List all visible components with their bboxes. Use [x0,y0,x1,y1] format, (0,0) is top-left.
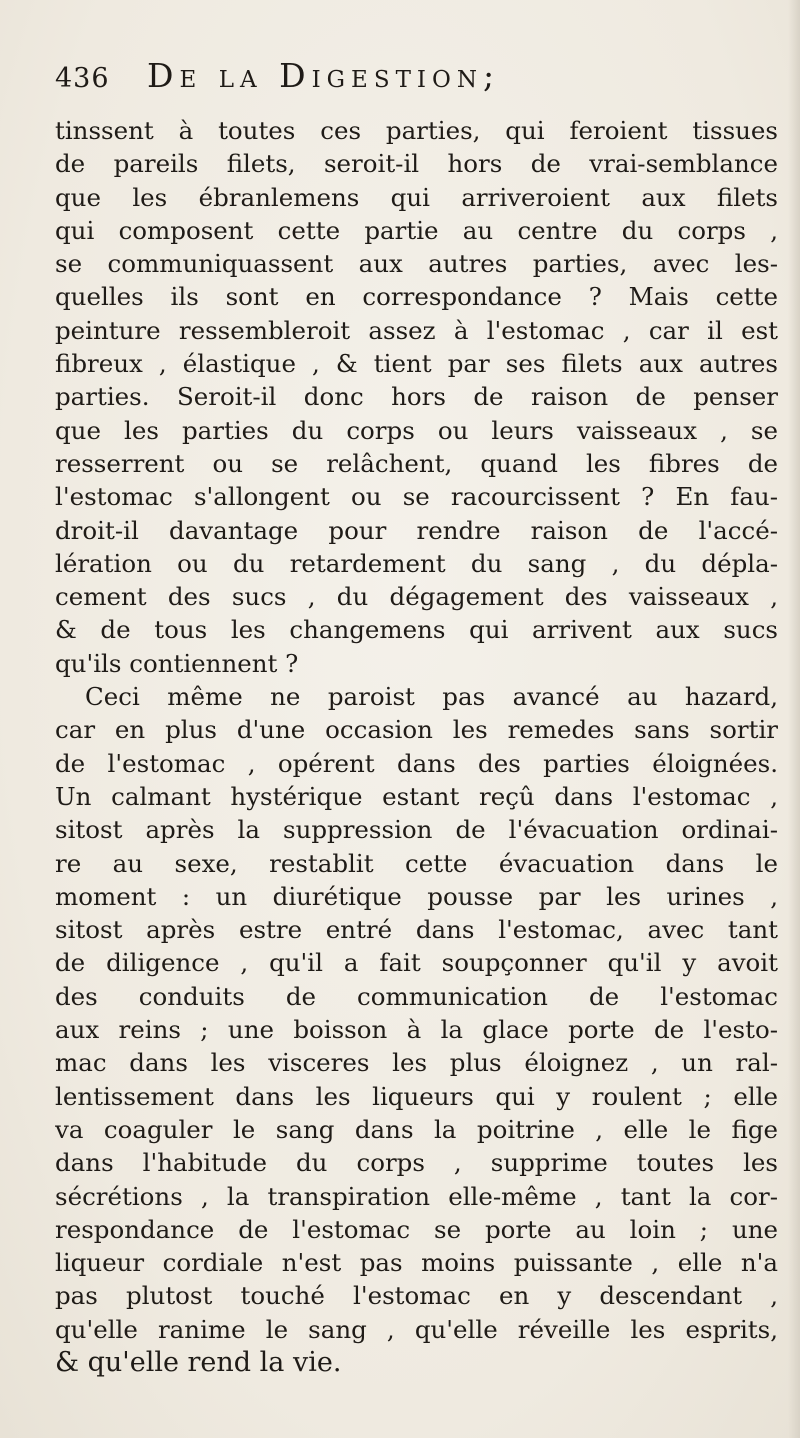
text-line: de l'estomac , opérent dans des parties éloignées. [55,748,778,778]
text-line: se communiquassent aux autres parties, avec les- [55,249,778,279]
text-line: car en plus d'une occasion les remedes sans sortir [55,715,778,745]
text-line: aux reins ; une boisson à la glace porte de l'esto- [55,1015,778,1045]
text-line: moment : un diurétique pousse par les urines , [55,881,778,911]
text-line: sitost après estre entré dans l'estomac, avec tant [55,915,778,945]
text-line: qu'elle ranime le sang , qu'elle réveille les esprits, [55,1314,778,1344]
text-line: lération ou du retardement du sang , du dépla- [55,548,778,578]
text-line: que les parties du corps ou leurs vaisseaux , se [55,415,778,445]
text-line: pas plutost touché l'estomac en y descendant , [55,1281,778,1311]
text-line: parties. Seroit-il donc hors de raison de penser [55,382,778,412]
text-line: Un calmant hystérique estant reçû dans l'estomac , [55,781,778,811]
page-number: 436 [55,63,110,94]
text-line: tinssent à toutes ces parties, qui feroient tissues [55,116,778,145]
text-line: sécrétions , la transpiration elle-même , tant la cor- [55,1181,778,1211]
text-line: droit-il davantage pour rendre raison de l'accé- [55,515,778,545]
text-line: de diligence , qu'il a fait soupçonner qu'il y avoit [55,948,778,978]
text-line: de pareils filets, seroit-il hors de vrai-semblance [55,149,778,179]
text-line: cement des sucs , du dégagement des vaisseaux , [55,582,778,612]
text-line: respondance de l'estomac se porte au loin ; une [55,1214,778,1244]
text-line: fibreux , élastique , & tient par ses filets aux autres [55,349,778,379]
text-line: & de tous les changemens qui arrivent aux sucs [55,615,778,645]
text-line: dans l'habitude du corps , supprime toutes les [55,1148,778,1178]
text-line: liqueur cordiale n'est pas moins puissante , elle n'a [55,1248,778,1278]
text-line: resserrent ou se relâchent, quand les fibres de [55,448,778,478]
running-title: De la Digestion; [147,56,501,95]
text-line: & qu'elle rend la vie. [55,1346,342,1378]
text-line: l'estomac s'allongent ou se racourcissent ? En fau- [55,482,778,512]
body-text [55,114,778,1379]
text-line: re au sexe, restablit cette évacuation dans le [55,848,778,878]
text-line: lentissement dans les liqueurs qui y roulent ; elle [55,1081,778,1111]
text-line: peinture ressembleroit assez à l'estomac , car il est [55,315,778,345]
text-line: Ceci même ne paroist pas avancé au hazard, [85,682,778,712]
text-line: sitost après la suppression de l'évacuation ordinai- [55,815,778,845]
text-line: qui composent cette partie au centre du corps , [55,215,778,245]
running-header [55,56,778,108]
text-line: qu'ils contiennent ? [55,648,299,678]
text-line: quelles ils sont en correspondance ? Mais cette [55,282,778,312]
page-edge-shadow [788,0,800,1438]
text-line: des conduits de communication de l'estomac [55,981,778,1011]
text-line: va coaguler le sang dans la poitrine , elle le fige [55,1114,778,1144]
text-line: mac dans les viscеres les plus éloignez , un ral- [55,1048,778,1078]
text-line: que les ébranlemens qui arriveroient aux filets [55,182,778,212]
